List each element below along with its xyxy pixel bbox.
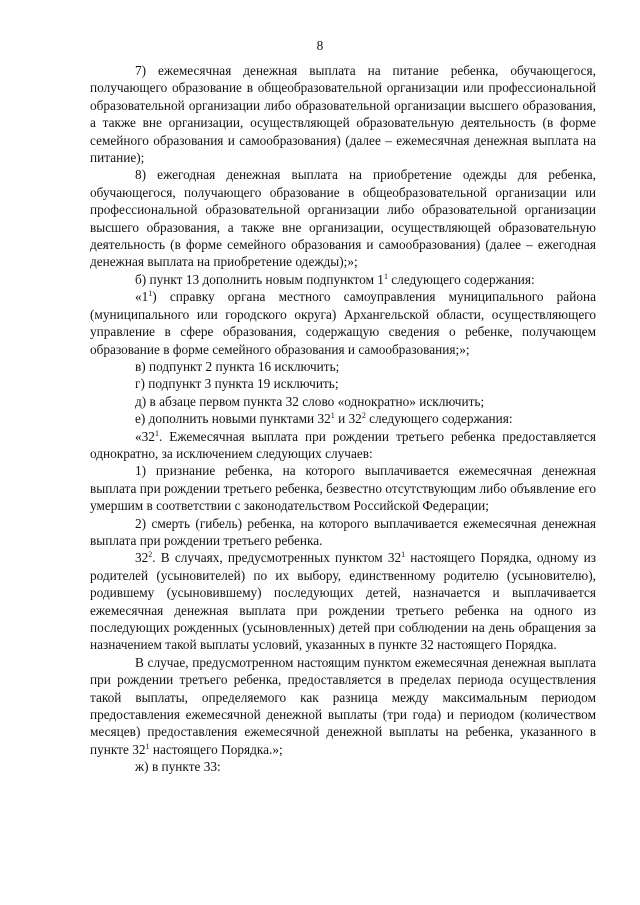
document-body xyxy=(90,62,596,776)
paragraph-13: В случае, предусмотренном настоящим пунктом ежемесячная денежная выплата при рождении третьего ребенка, предоставляется в пределах периода осуществления такой выплаты, определяемого как разница между максимальным периодом предоставления ежемесячной денежной выплаты (три года) и периодом (количеством месяцев) предоставления ежемесячной денежной выплаты на ребенка, указанного в пункте $32^1$ настоящего Порядка.»; xyxy=(90,654,596,757)
paragraph-2: 8) ежегодная денежная выплата на приобретение одежды для ребенка, обучающегося, получающего образование в общеобразовательной организации или профессиональной образовательной организации либо образовательной организации высшего образования, а также вне организации, осуществляющей образовательную деятельность (в форме семейного образования и самообразования) (далее – ежегодная денежная выплата на приобретение одежды);»; xyxy=(90,167,596,270)
paragraph-12: $32^2$. В случаях, предусмотренных пунктом $32^1$ настоящего Порядка, одному из родителей (усыновителей) по их выбору, единственному родителю (усыновителю), родившему (усыновившему) последующих детей, назначается и выплачивается ежемесячная денежная выплата при рождении третьего ребенка на одного из последующих рожденных (усыновленных) детей при соблюдении на день обращения за назначением такой выплаты условий, указанных в пункте 32 настоящего Порядка. xyxy=(90,550,596,653)
paragraph-3: б) пункт 13 дополнить новым подпунктом $1^1$ следующего содержания: xyxy=(135,271,535,287)
page-number: 8 xyxy=(316,38,324,53)
paragraph-7: д) в абзаце первом пункта 32 слово «однократно» исключить; xyxy=(135,393,485,409)
paragraph-9: «$32^1$. Ежемесячная выплата при рождении третьего ребенка предоставляется однократно, за исключением следующих случаев: xyxy=(90,428,596,461)
paragraph-8: е) дополнить новыми пунктами $32^1$ и $32^2$ следующего содержания: xyxy=(135,411,513,427)
paragraph-14: ж) в пункте 33: xyxy=(135,759,221,775)
paragraph-5: в) подпункт 2 пункта 16 исключить; xyxy=(135,358,340,374)
paragraph-10: 1) признание ребенка, на которого выплачивается ежемесячная денежная выплата при рождении третьего ребенка, безвестно отсутствующим либо объявление его умершим в соответствии с законодательством Российской Федерации; xyxy=(90,463,596,514)
paragraph-4: «$1^1$) справку органа местного самоуправления муниципального района (муниципального или городского округа) Архангельской области, осуществляющего управление в сфере образования, содержащую сведения о ребенке, получающем образование в форме семейного образования и самообразования;»; xyxy=(90,289,596,357)
paragraph-6: г) подпункт 3 пункта 19 исключить; xyxy=(135,376,339,392)
paragraph-1: 7) ежемесячная денежная выплата на питание ребенка, обучающегося, получающего образование в общеобразовательной организации или профессиональной образовательной организации либо образовательной организации высшего образования, а также вне организации, осуществляющей образовательную деятельность (в форме семейного образования и самообразования) (далее – ежемесячная денежная выплата на питание); xyxy=(90,63,596,166)
paragraph-11: 2) смерть (гибель) ребенка, на которого выплачивается ежемесячная денежная выплата при рождении третьего ребенка. xyxy=(90,515,596,548)
